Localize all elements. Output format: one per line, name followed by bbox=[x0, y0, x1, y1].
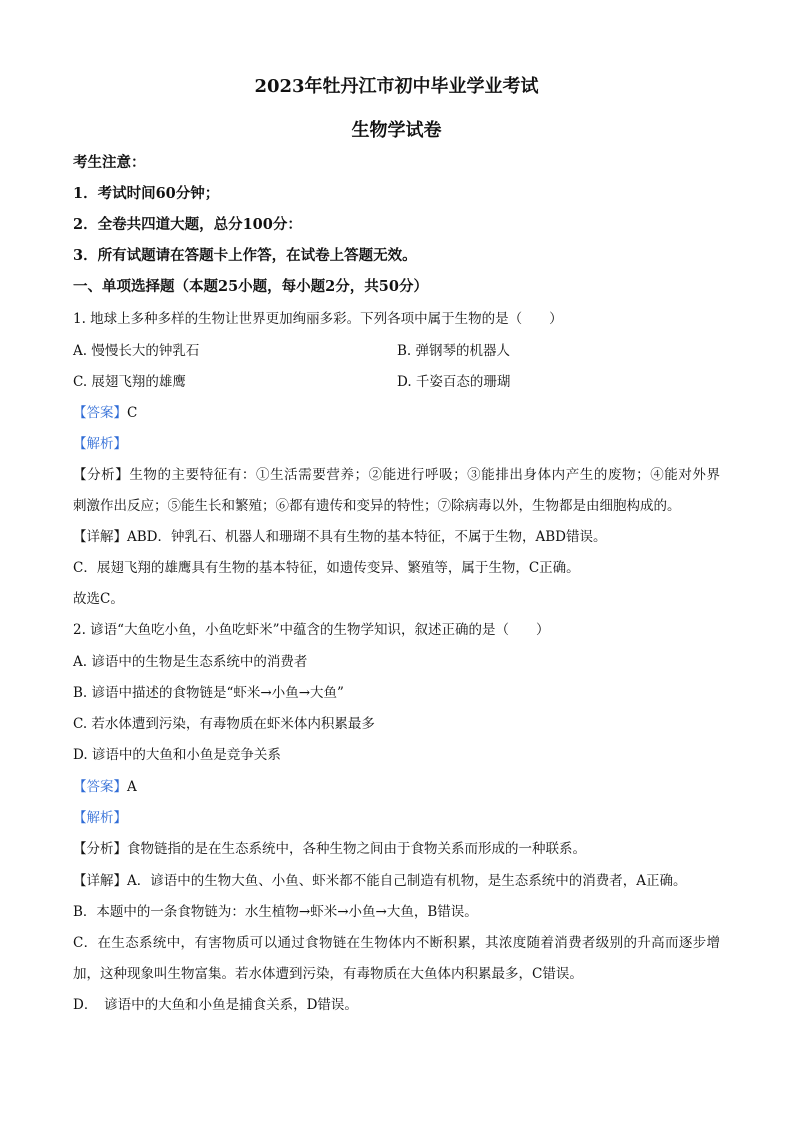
q1-detail-line-1 bbox=[73, 525, 607, 545]
q2-detail-text-1: A．谚语中的生物大鱼、小鱼、虾米都不能自己制造有机物，是生态系统中的消费者，A正确。 bbox=[127, 873, 687, 889]
q1-detail-line-2: C．展翅飞翔的雄鹰具有生物的基本特征，如遗传变异、繁殖等，属于生物，C正确。 bbox=[73, 560, 580, 576]
q1-analysis-tag: 【解析】 bbox=[73, 436, 127, 452]
q1-stem: 1. 地球上多种多样的生物让世界更加绚丽多彩。下列各项中属于生物的是（ ） bbox=[73, 311, 563, 327]
q1-option-b: B. 弹钢琴的机器人 bbox=[397, 343, 511, 359]
q2-option-a: A. 谚语中的生物是生态系统中的消费者 bbox=[73, 654, 308, 670]
exam-subtitle: 生物学试卷 bbox=[351, 120, 442, 141]
q2-answer: A bbox=[127, 779, 137, 795]
q2-option-b: B. 谚语中描述的食物链是“虾米→小鱼→大鱼” bbox=[73, 685, 344, 701]
q2-detail-line-1 bbox=[73, 869, 687, 889]
q1-fenxi-line-1 bbox=[73, 463, 720, 483]
notice-item-1: 1．考试时间60分钟； bbox=[73, 185, 220, 202]
q2-detail-line-5: D． 谚语中的大鱼和小鱼是捕食关系，D错误。 bbox=[73, 997, 358, 1013]
exam-title: 2023年牡丹江市初中毕业学业考试 bbox=[254, 76, 539, 97]
q2-detail-tag: 【详解】 bbox=[73, 873, 127, 889]
q2-answer-tag: 【答案】 bbox=[73, 779, 127, 795]
q2-fenxi-line-1 bbox=[73, 837, 586, 857]
q2-detail-line-2: B．本题中的一条食物链为：水生植物→虾米→小鱼→大鱼，B错误。 bbox=[73, 904, 478, 920]
q1-answer-line bbox=[73, 401, 137, 421]
q2-option-d: D. 谚语中的大鱼和小鱼是竞争关系 bbox=[73, 747, 281, 763]
q2-option-c: C. 若水体遭到污染，有毒物质在虾米体内积累最多 bbox=[73, 716, 375, 732]
q1-option-d: D. 千姿百态的珊瑚 bbox=[397, 374, 511, 390]
q2-analysis-tag: 【解析】 bbox=[73, 810, 127, 826]
q2-detail-line-4: 加，这种现象叫生物富集。若水体遭到污染，有毒物质在大鱼体内积累最多，C错误。 bbox=[73, 966, 583, 982]
q2-answer-line bbox=[73, 775, 137, 795]
q1-conclusion: 故选C。 bbox=[73, 591, 124, 607]
q2-detail-line-3: C．在生态系统中，有害物质可以通过食物链在生物体内不断积累，其浓度随着消费者级别的升高而逐步增 bbox=[73, 935, 720, 951]
q1-fenxi-text-1: 生物的主要特征有：①生活需要营养；②能进行呼吸；③能排出身体内产生的废物；④能对外界 bbox=[129, 467, 721, 483]
section-heading: 一、单项选择题（本题25小题，每小题2分，共50分） bbox=[73, 278, 428, 295]
q1-fenxi-line-2: 刺激作出反应；⑤能生长和繁殖；⑥都有遗传和变异的特性；⑦除病毒以外，生物都是由细胞构成的。 bbox=[73, 498, 681, 514]
q2-stem: 2. 谚语“大鱼吃小鱼，小鱼吃虾米”中蕴含的生物学知识，叙述正确的是（ ） bbox=[73, 622, 550, 638]
notice-heading: 考生注意： bbox=[73, 154, 146, 171]
q1-detail-tag: 【详解】 bbox=[73, 529, 127, 545]
q1-answer-tag: 【答案】 bbox=[73, 405, 127, 421]
q1-option-a: A. 慢慢长大的钟乳石 bbox=[73, 343, 200, 359]
q2-fenxi-tag: 【分析】 bbox=[73, 841, 127, 857]
notice-item-3: 3．所有试题请在答题卡上作答，在试卷上答题无效。 bbox=[73, 247, 417, 264]
notice-item-2: 2．全卷共四道大题，总分100分： bbox=[73, 216, 302, 233]
q1-option-c: C. 展翅飞翔的雄鹰 bbox=[73, 374, 186, 390]
q1-answer: C bbox=[127, 405, 138, 421]
q1-detail-text-1: ABD．钟乳石、机器人和珊瑚不具有生物的基本特征，不属于生物，ABD错误。 bbox=[127, 529, 607, 545]
q1-fenxi-tag: 【分析】 bbox=[73, 467, 130, 483]
q2-fenxi-text-1: 食物链指的是在生态系统中，各种生物之间由于食物关系而形成的一种联系。 bbox=[127, 841, 586, 857]
